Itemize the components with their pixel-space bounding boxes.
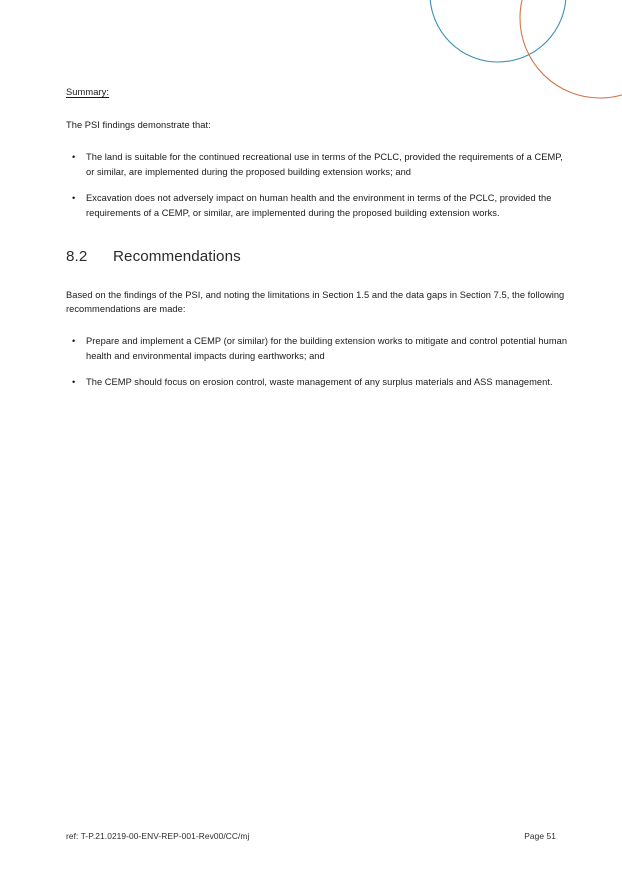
list-item-text: Prepare and implement a CEMP (or similar) for the building extension works to mitigate and control potential human health and environmental impacts during earthworks; and: [86, 335, 568, 361]
section-title: Recommendations: [113, 248, 241, 266]
section-heading: [66, 248, 570, 266]
document-body: [66, 86, 570, 394]
list-item: [66, 191, 570, 221]
summary-bullet-list: [66, 150, 570, 221]
page-number: Page 51: [524, 831, 556, 841]
bullet-glyph-icon: •: [72, 152, 76, 163]
summary-label: Summary:: [66, 87, 110, 97]
list-item-text: Excavation does not adversely impact on human health and the environment in terms of the PCLC, provided the requirements of a CEMP, or similar, are implemented during the proposed building extension works.: [86, 193, 552, 219]
list-item: [66, 150, 570, 180]
orange-circle-icon: [520, 0, 622, 98]
section-number: 8.2: [66, 248, 88, 266]
bullet-glyph-icon: •: [72, 193, 76, 204]
bullet-glyph-icon: •: [72, 335, 76, 346]
list-item: [66, 375, 570, 390]
list-item-text: The CEMP should focus on erosion control, waste management of any surplus materials and ASS management.: [86, 377, 553, 388]
recommendations-bullet-list: [66, 334, 570, 390]
bullet-glyph-icon: •: [72, 377, 76, 388]
recommendations-intro-paragraph: Based on the findings of the PSI, and noting the limitations in Section 1.5 and the data gaps in Section 7.5, the following recommendations are made:: [66, 289, 565, 315]
document-reference: ref: T-P.21.0219-00-ENV-REP-001-Rev00/CC/mj: [66, 831, 250, 841]
summary-intro-paragraph: The PSI findings demonstrate that:: [66, 120, 211, 131]
list-item-text: The land is suitable for the continued recreational use in terms of the PCLC, provided the requirements of a CEMP, or similar, are implemented during the proposed building extension works; and: [86, 152, 563, 178]
page-footer: [66, 831, 556, 841]
blue-circle-icon: [430, 0, 566, 62]
list-item: [66, 334, 570, 364]
